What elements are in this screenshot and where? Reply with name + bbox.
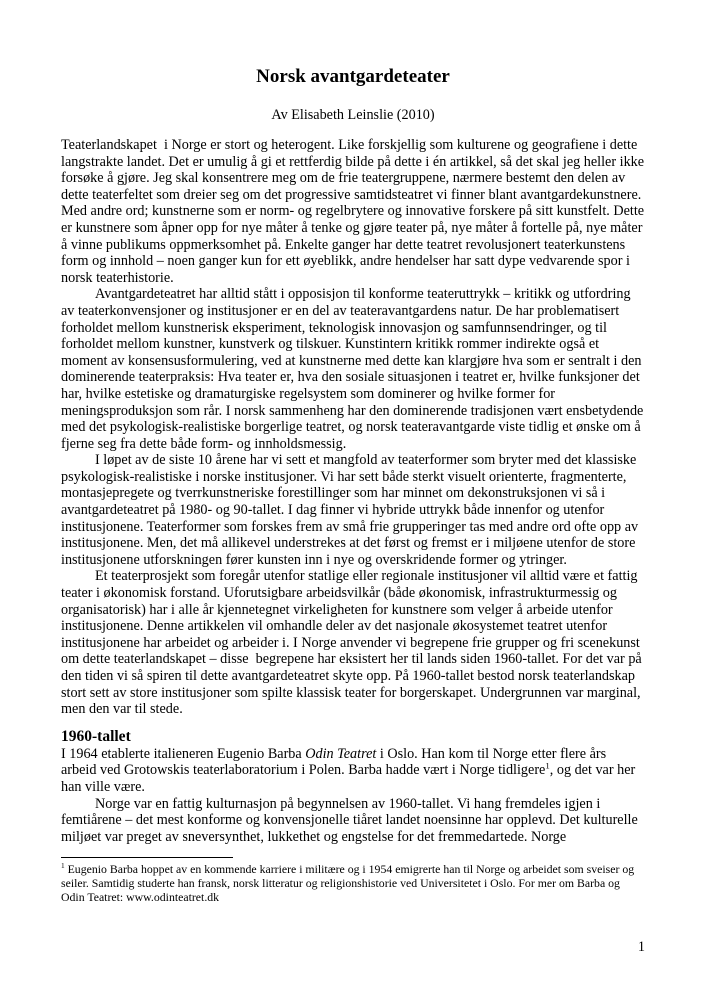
- paragraph: [61, 286, 645, 452]
- footnote-reference: 1: [61, 861, 65, 871]
- document-body: [61, 137, 648, 845]
- text-run: Eugenio Barba hoppet av en kommende karriere i militære og i 1954 emigrerte han til Norge og arbeidet som sveiser og seiler. Samtidig studerte han fransk, norsk litteratur og religionshistorie ved Universitetet i Oslo. For mer om Barba og Odin Teatret: www.odinteatret.dk: [61, 862, 638, 904]
- footnotes: [61, 863, 645, 904]
- paragraph: [61, 568, 645, 717]
- text-run: I løpet av de siste 10 årene har vi sett et mangfold av teaterformer som bryter med det klassiske psykologisk-realistiske i norske institusjoner. Vi har sett både sterkt visuelt orienterte, fragmenterte, montasjepregete og tverrkunstneriske forestillinger som har minnet om dekonstruksjonen vi så i avantgardeteatret på 1980- og 90-tallet. I dag finner vi hybride uttrykk både innenfor og utenfor institusjonene. Teaterformer som forskes frem av små frie grupperinger tas med andre ord ofte opp av institusjonene. Men, det må allikevel understrekes at det først og fremst er i miljøene utenfor de store institusjonene utforskningen fører kunsten inn i nye og overskridende former og ytringer.: [61, 452, 642, 568]
- document-byline: Av Elisabeth Leinslie (2010): [271, 107, 435, 123]
- footnote-section: [61, 857, 645, 904]
- paragraph: [61, 137, 648, 286]
- document-title: Norsk avantgardeteater: [256, 66, 450, 87]
- paragraph: [61, 796, 645, 846]
- text-run: Teaterlandskapet i Norge er stort og heterogent. Like forskjellig som kulturene og geografiene i dette langstrakte landet. Det er umulig å gi et rettferdig bilde på dette i én artikkel, så det skal jeg heller ikke forsøke å gjøre. Jeg skal konsentrere meg om de frie teatergruppene, nærmere bestemt den delen av dette teaterfeltet som dreier seg om det progressive samtidsteatret vi finner blant avantgardekunstnere. Med andre ord; kunstnerne som er norm- og regelbrytere og innovative forskere på sitt kunstfelt. Dette er kunstnere som åpner opp for nye måter å tenke og gjøre teater på, nye måter å fortelle på, nye måter å vinne publikums oppmerksomhet på. Enkelte ganger har dette teatret revolusjonert teaterkunstens form og innhold – noen ganger kun for ett øyeblikk, andre hendelser har satt dype vedvarende spor i norsk teaterhistorie.: [61, 137, 648, 286]
- text-run: Norge var en fattig kulturnasjon på begynnelsen av 1960-tallet. Vi hang fremdeles igjen i femtiårene – det mest konforme og konvensjonelle tiåret landet noensinne har opplevd. Det kulturelle miljøet var preget av sneversynthet, lukkethet og engstelse for det fremmedartede. Norge: [61, 795, 642, 845]
- text-run: , og det var her han ville være.: [61, 762, 639, 795]
- page-number: 1: [637, 939, 645, 955]
- text-run: Avantgardeteatret har alltid stått i opposisjon til konforme teateruttrykk – kritikk og utfordring av teaterkonvensjoner og institusjoner er en del av teateravantgardens natur. De har problematisert forholdet mellom kunstnerisk eksperiment, teknologisk innovasjon og samfunnsendringer, og til forholdet mellom kunstner, kunstverk og tilskuer. Kunstintern kritikk rommer indirekte også et moment av konsensusformulering, ved at kunstnerne med dette kan klargjøre hva som er sentralt i den dominerende teaterpraksis: Hva teater er, hva den sosiale situasjonen i teatret er, hvilke funksjoner det har, hvilke estetiske og dramaturgiske regelsystem som dominerer og hvilke former for meningsproduksjon som rår. I norsk sammenheng har den dominerende tradisjonen vært ensbetydende med det psykologisk-realistiske borgerlige teatret, og norsk teateravantgarde viste tidlig et ønske om å fjerne seg fra dette både form- og innholdsmessig.: [61, 286, 647, 452]
- footnote: [61, 863, 645, 904]
- text-run: I 1964 etablerte italieneren Eugenio Barba: [61, 745, 306, 762]
- text-run: Et teaterprosjekt som foregår utenfor statlige eller regionale institusjoner vil alltid være et fattig teater i økonomisk forstand. Uforutsigbare arbeidsvilkår (både økonomisk, infrastrukturmessig og organisatorisk) har i alle år kjennetegnet virkeligheten for kunstnere som velger å arbeide utenfor institusjonene. Denne artikkelen vil omhandle deler av det nasjonale økosystemet teatret utenfor institusjonene har arbeidet og arbeider i. I Norge anvender vi begrepene frie grupper og fri scenekunst om dette teaterlandskapet – disse begrepene har eksistert her til lands siden 1960-tallet. For det var på den tiden vi så spiren til dette avantgardeteatret skyte opp. På 1960-tallet bestod norsk teaterlandskap stort sett av store institusjoner som spilte klassisk teater for borgerskapet. Undergrunnen var marginal, men den var til stede.: [61, 568, 646, 718]
- footnote-reference: 1: [545, 760, 550, 771]
- paragraph: [61, 452, 645, 568]
- text-run: i Oslo. Han kom til Norge etter flere års arbeid ved Grotowskis teaterlaboratorium i Polen. Barba hadde vært i Norge tidligere: [61, 745, 610, 779]
- footnote-divider: [61, 857, 233, 858]
- italic-text: Odin Teatret: [305, 745, 377, 762]
- paragraph: [61, 746, 645, 796]
- section-heading: 1960-tallet: [61, 727, 131, 745]
